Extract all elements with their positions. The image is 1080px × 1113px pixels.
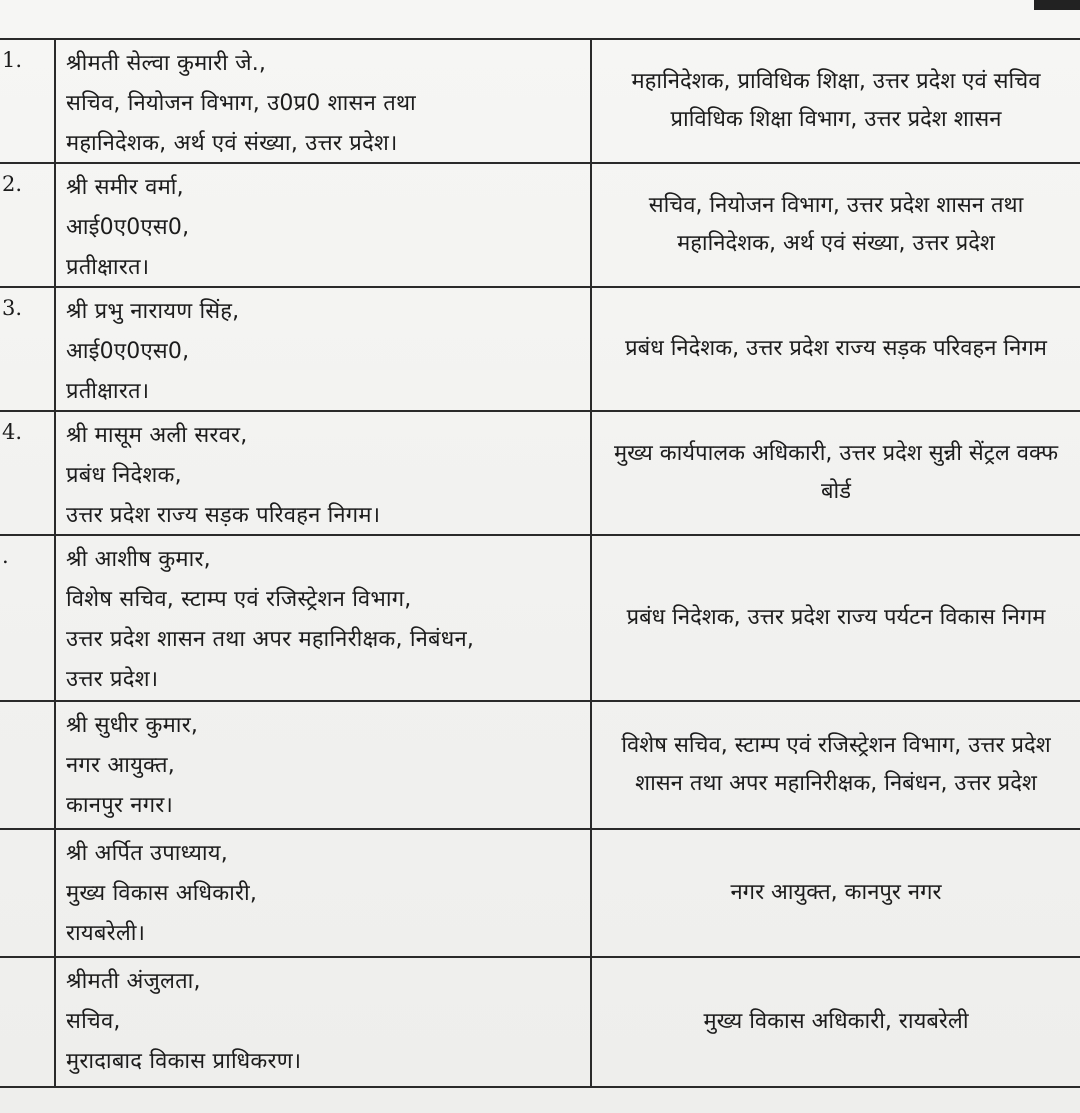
new-post-text: मुख्य विकास अधिकारी, रायबरेली [703, 1009, 969, 1034]
officer-line: श्रीमती अंजुलता, [66, 969, 201, 994]
table-row [0, 164, 1080, 288]
new-post-cell [592, 164, 1080, 286]
officer-cell [56, 830, 592, 956]
serial-number: 4. [0, 412, 56, 534]
serial-number: 3. [0, 288, 56, 410]
officer-line: श्री आशीष कुमार, [66, 547, 211, 572]
officer-line: आई0ए0एस0, [66, 339, 190, 364]
officer-cell [56, 702, 592, 828]
serial-number: 1. [0, 40, 56, 162]
table-row [0, 830, 1080, 958]
officer-line: रायबरेली। [66, 921, 146, 946]
new-post-text: मुख्य कार्यपालक अधिकारी, उत्तर प्रदेश सुन्नी सेंट्रल वक्फ बोर्ड [613, 441, 1059, 504]
table-row [0, 958, 1080, 1088]
officer-line: मुरादाबाद विकास प्राधिकरण। [66, 1049, 302, 1074]
page-bottom-margin [0, 1090, 1080, 1113]
officer-cell [56, 288, 592, 410]
serial-number: . [0, 536, 56, 700]
serial-number [0, 830, 56, 956]
officer-line: सचिव, नियोजन विभाग, उ0प्र0 शासन तथा [66, 91, 416, 116]
officer-line: प्रतीक्षारत। [66, 255, 150, 280]
new-post-text: विशेष सचिव, स्टाम्प एवं रजिस्ट्रेशन विभाग, उत्तर प्रदेश शासन तथा अपर महानिरीक्षक, निबंधन, उत्तर प्रदेश [621, 733, 1051, 796]
new-post-text: नगर आयुक्त, कानपुर नगर [730, 880, 942, 905]
corner-badge [1034, 0, 1080, 10]
table-row [0, 288, 1080, 412]
new-post-cell [592, 40, 1080, 162]
officer-line: विशेष सचिव, स्टाम्प एवं रजिस्ट्रेशन विभाग, [66, 587, 412, 612]
officer-line: श्रीमती सेल्वा कुमारी जे., [66, 51, 267, 76]
new-post-cell [592, 830, 1080, 956]
officer-cell [56, 536, 592, 700]
officer-line: उत्तर प्रदेश। [66, 667, 159, 692]
new-post-text: प्रबंध निदेशक, उत्तर प्रदेश राज्य पर्यटन विकास निगम [626, 605, 1046, 630]
officer-cell [56, 412, 592, 534]
officer-line: उत्तर प्रदेश राज्य सड़क परिवहन निगम। [66, 503, 381, 528]
new-post-text: प्रबंध निदेशक, उत्तर प्रदेश राज्य सड़क परिवहन निगम [625, 336, 1047, 361]
serial-number [0, 958, 56, 1086]
table-row [0, 412, 1080, 536]
new-post-cell [592, 412, 1080, 534]
officer-line: श्री सुधीर कुमार, [66, 713, 199, 738]
officer-line: सचिव, [66, 1009, 121, 1034]
officer-line: नगर आयुक्त, [66, 753, 175, 778]
officer-line: कानपुर नगर। [66, 793, 174, 818]
officer-line: प्रबंध निदेशक, [66, 463, 182, 488]
officer-cell [56, 164, 592, 286]
transfer-table [0, 38, 1080, 1088]
officer-cell [56, 958, 592, 1086]
officer-line: प्रतीक्षारत। [66, 379, 150, 404]
officer-line: आई0ए0एस0, [66, 215, 190, 240]
serial-number: 2. [0, 164, 56, 286]
table-row [0, 40, 1080, 164]
new-post-cell [592, 288, 1080, 410]
new-post-text: महानिदेशक, प्राविधिक शिक्षा, उत्तर प्रदेश एवं सचिव प्राविधिक शिक्षा विभाग, उत्तर प्रदेश शासन [631, 69, 1041, 132]
table-row [0, 536, 1080, 702]
serial-number [0, 702, 56, 828]
table-row [0, 702, 1080, 830]
new-post-text: सचिव, नियोजन विभाग, उत्तर प्रदेश शासन तथा महानिदेशक, अर्थ एवं संख्या, उत्तर प्रदेश [648, 193, 1024, 256]
new-post-cell [592, 702, 1080, 828]
officer-line: श्री मासूम अली सरवर, [66, 423, 248, 448]
new-post-cell [592, 958, 1080, 1086]
officer-line: महानिदेशक, अर्थ एवं संख्या, उत्तर प्रदेश। [66, 131, 398, 156]
officer-line: श्री अर्पित उपाध्याय, [66, 841, 228, 866]
officer-line: श्री प्रभु नारायण सिंह, [66, 299, 240, 324]
officer-line: उत्तर प्रदेश शासन तथा अपर महानिरीक्षक, निबंधन, [66, 627, 475, 652]
officer-cell [56, 40, 592, 162]
new-post-cell [592, 536, 1080, 700]
officer-line: मुख्य विकास अधिकारी, [66, 881, 258, 906]
officer-line: श्री समीर वर्मा, [66, 175, 184, 200]
